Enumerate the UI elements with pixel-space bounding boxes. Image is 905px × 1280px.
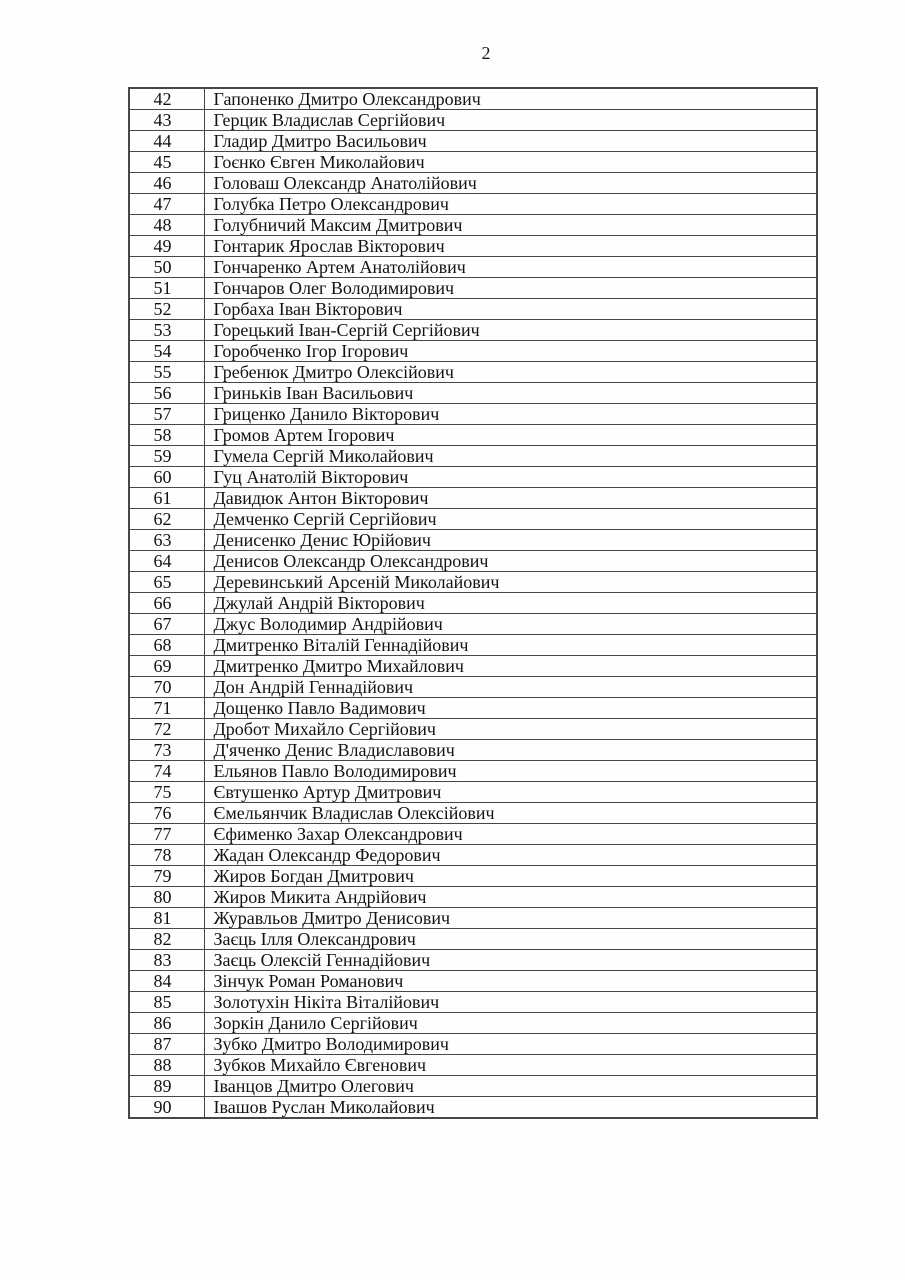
row-name: Голубка Петро Олександрович <box>204 194 817 215</box>
table-row <box>129 1076 817 1097</box>
table-row <box>129 1034 817 1055</box>
table-row <box>129 88 817 110</box>
row-name: Денисенко Денис Юрійович <box>204 530 817 551</box>
row-number: 43 <box>129 110 204 131</box>
row-name: Денисов Олександр Олександрович <box>204 551 817 572</box>
row-number: 57 <box>129 404 204 425</box>
row-name: Гриценко Данило Вікторович <box>204 404 817 425</box>
row-number: 78 <box>129 845 204 866</box>
row-number: 44 <box>129 131 204 152</box>
table-row <box>129 425 817 446</box>
row-number: 61 <box>129 488 204 509</box>
table-row <box>129 278 817 299</box>
table-row <box>129 614 817 635</box>
row-number: 56 <box>129 383 204 404</box>
row-number: 49 <box>129 236 204 257</box>
table-row <box>129 446 817 467</box>
table-row <box>129 194 817 215</box>
row-name: Деревинський Арсеній Миколайович <box>204 572 817 593</box>
row-number: 68 <box>129 635 204 656</box>
row-number: 53 <box>129 320 204 341</box>
row-number: 62 <box>129 509 204 530</box>
table-row <box>129 299 817 320</box>
row-name: Горбаха Іван Вікторович <box>204 299 817 320</box>
row-number: 73 <box>129 740 204 761</box>
row-number: 50 <box>129 257 204 278</box>
table-row <box>129 782 817 803</box>
row-name: Івашов Руслан Миколайович <box>204 1097 817 1119</box>
row-name: Гапоненко Дмитро Олександрович <box>204 88 817 110</box>
table-row <box>129 173 817 194</box>
table-row <box>129 1097 817 1119</box>
row-name: Гладир Дмитро Васильович <box>204 131 817 152</box>
row-name: Д'яченко Денис Владиславович <box>204 740 817 761</box>
row-number: 70 <box>129 677 204 698</box>
row-name: Гумела Сергій Миколайович <box>204 446 817 467</box>
table-row <box>129 110 817 131</box>
row-number: 65 <box>129 572 204 593</box>
table-row <box>129 635 817 656</box>
row-name: Гончаров Олег Володимирович <box>204 278 817 299</box>
row-number: 63 <box>129 530 204 551</box>
table-row <box>129 677 817 698</box>
table-row <box>129 908 817 929</box>
row-number: 82 <box>129 929 204 950</box>
row-name: Гончаренко Артем Анатолійович <box>204 257 817 278</box>
row-name: Ельянов Павло Володимирович <box>204 761 817 782</box>
row-number: 66 <box>129 593 204 614</box>
table-row <box>129 551 817 572</box>
row-number: 55 <box>129 362 204 383</box>
roster-table <box>128 87 818 1119</box>
row-name: Джус Володимир Андрійович <box>204 614 817 635</box>
row-number: 46 <box>129 173 204 194</box>
row-name: Гребенюк Дмитро Олексійович <box>204 362 817 383</box>
row-number: 59 <box>129 446 204 467</box>
row-name: Демченко Сергій Сергійович <box>204 509 817 530</box>
row-name: Євтушенко Артур Дмитрович <box>204 782 817 803</box>
row-name: Ємельянчик Владислав Олексійович <box>204 803 817 824</box>
table-row <box>129 740 817 761</box>
row-name: Журавльов Дмитро Денисович <box>204 908 817 929</box>
row-number: 71 <box>129 698 204 719</box>
row-name: Жиров Богдан Дмитрович <box>204 866 817 887</box>
row-name: Гонтарик Ярослав Вікторович <box>204 236 817 257</box>
row-number: 60 <box>129 467 204 488</box>
table-row <box>129 656 817 677</box>
row-number: 83 <box>129 950 204 971</box>
table-row <box>129 215 817 236</box>
table-row <box>129 950 817 971</box>
table-row <box>129 698 817 719</box>
table-row <box>129 572 817 593</box>
row-name: Герцик Владислав Сергійович <box>204 110 817 131</box>
row-number: 86 <box>129 1013 204 1034</box>
row-name: Дробот Михайло Сергійович <box>204 719 817 740</box>
table-row <box>129 341 817 362</box>
row-number: 84 <box>129 971 204 992</box>
table-row <box>129 362 817 383</box>
row-number: 54 <box>129 341 204 362</box>
table-row <box>129 761 817 782</box>
row-name: Гоєнко Євген Миколайович <box>204 152 817 173</box>
table-row <box>129 467 817 488</box>
row-name: Голубничий Максим Дмитрович <box>204 215 817 236</box>
row-number: 74 <box>129 761 204 782</box>
row-number: 52 <box>129 299 204 320</box>
row-name: Золотухін Нікіта Віталійович <box>204 992 817 1013</box>
table-row <box>129 593 817 614</box>
table-row <box>129 929 817 950</box>
row-number: 69 <box>129 656 204 677</box>
row-name: Іванцов Дмитро Олегович <box>204 1076 817 1097</box>
row-number: 81 <box>129 908 204 929</box>
row-name: Дмитренко Віталій Геннадійович <box>204 635 817 656</box>
row-name: Дощенко Павло Вадимович <box>204 698 817 719</box>
row-name: Зінчук Роман Романович <box>204 971 817 992</box>
row-number: 45 <box>129 152 204 173</box>
row-name: Головаш Олександр Анатолійович <box>204 173 817 194</box>
table-row <box>129 404 817 425</box>
page-number: 2 <box>481 43 491 63</box>
row-name: Зубко Дмитро Володимирович <box>204 1034 817 1055</box>
table-row <box>129 320 817 341</box>
table-row <box>129 1013 817 1034</box>
row-number: 64 <box>129 551 204 572</box>
row-name: Громов Артем Ігорович <box>204 425 817 446</box>
row-name: Єфименко Захар Олександрович <box>204 824 817 845</box>
row-name: Дон Андрій Геннадійович <box>204 677 817 698</box>
table-row <box>129 992 817 1013</box>
row-number: 88 <box>129 1055 204 1076</box>
row-number: 67 <box>129 614 204 635</box>
row-name: Дмитренко Дмитро Михайлович <box>204 656 817 677</box>
table-row <box>129 509 817 530</box>
roster-body <box>129 88 817 1118</box>
table-row <box>129 530 817 551</box>
table-row <box>129 236 817 257</box>
row-name: Гриньків Іван Васильович <box>204 383 817 404</box>
row-name: Зубков Михайло Євгенович <box>204 1055 817 1076</box>
row-number: 75 <box>129 782 204 803</box>
table-row <box>129 845 817 866</box>
row-name: Заєць Ілля Олександрович <box>204 929 817 950</box>
table-row <box>129 824 817 845</box>
table-row <box>129 803 817 824</box>
table-row <box>129 971 817 992</box>
row-number: 72 <box>129 719 204 740</box>
table-row <box>129 383 817 404</box>
row-number: 76 <box>129 803 204 824</box>
row-name: Горобченко Ігор Ігорович <box>204 341 817 362</box>
row-name: Гуц Анатолій Вікторович <box>204 467 817 488</box>
row-number: 47 <box>129 194 204 215</box>
table-row <box>129 131 817 152</box>
table-row <box>129 887 817 908</box>
table-row <box>129 152 817 173</box>
table-row <box>129 866 817 887</box>
row-number: 79 <box>129 866 204 887</box>
row-number: 89 <box>129 1076 204 1097</box>
row-number: 58 <box>129 425 204 446</box>
row-number: 80 <box>129 887 204 908</box>
row-number: 77 <box>129 824 204 845</box>
row-name: Горецький Іван-Сергій Сергійович <box>204 320 817 341</box>
row-name: Давидюк Антон Вікторович <box>204 488 817 509</box>
row-name: Жиров Микита Андрійович <box>204 887 817 908</box>
row-number: 87 <box>129 1034 204 1055</box>
row-number: 90 <box>129 1097 204 1119</box>
row-number: 48 <box>129 215 204 236</box>
row-name: Жадан Олександр Федорович <box>204 845 817 866</box>
row-number: 42 <box>129 88 204 110</box>
table-row <box>129 719 817 740</box>
row-name: Джулай Андрій Вікторович <box>204 593 817 614</box>
row-name: Зоркін Данило Сергійович <box>204 1013 817 1034</box>
table-row <box>129 488 817 509</box>
row-name: Заєць Олексій Геннадійович <box>204 950 817 971</box>
table-row <box>129 1055 817 1076</box>
table-row <box>129 257 817 278</box>
row-number: 51 <box>129 278 204 299</box>
row-number: 85 <box>129 992 204 1013</box>
